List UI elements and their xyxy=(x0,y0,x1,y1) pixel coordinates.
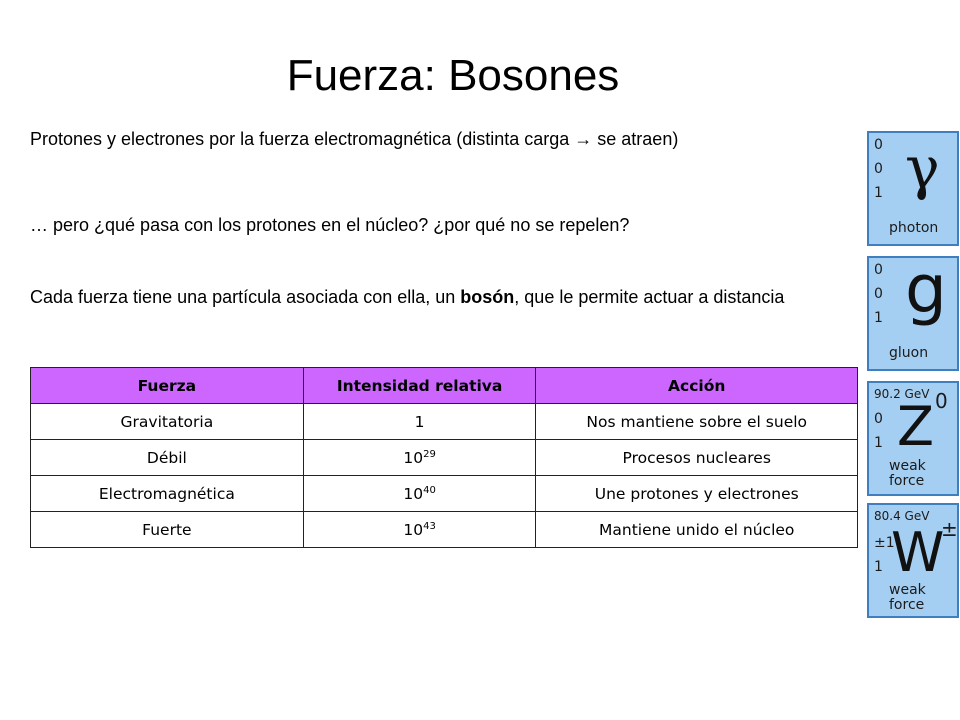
z-mass: 90.2 GeV xyxy=(874,387,930,401)
cell-intensity xyxy=(303,404,536,440)
gluon-spin: 1 xyxy=(874,310,883,326)
z-spin: 1 xyxy=(874,435,883,451)
gluon-card xyxy=(867,251,959,371)
cell-intensity xyxy=(303,476,536,512)
p3-text-start: Cada fuerza tiene una partícula asociada con ella, un xyxy=(30,287,461,307)
intensity-base: 1 xyxy=(414,412,425,431)
table-row xyxy=(31,404,858,440)
w-spin: 1 xyxy=(874,559,883,575)
w-symbol: W xyxy=(891,521,945,584)
w-boson-card xyxy=(867,503,959,618)
intensity-base: 10 xyxy=(403,484,424,503)
cell-action: Procesos nucleares xyxy=(536,440,858,476)
intensity-exponent: 43 xyxy=(423,520,436,532)
w-name-line2: force xyxy=(889,597,925,613)
table-row xyxy=(31,476,858,512)
photon-symbol: γ xyxy=(905,134,940,202)
header-accion: Acción xyxy=(536,368,858,404)
photon-charge: 0 xyxy=(874,161,883,177)
intensity-base: 10 xyxy=(403,520,424,539)
w-charge: ±1 xyxy=(874,535,895,551)
gluon-name: gluon xyxy=(889,345,929,361)
w-superscript: ± xyxy=(941,517,958,541)
p3-bold-boson: bosón xyxy=(460,287,515,307)
photon-name: photon xyxy=(889,220,939,236)
intensity-exponent: 29 xyxy=(423,448,436,460)
cell-action: Mantiene unido el núcleo xyxy=(536,512,858,548)
w-mass: 80.4 GeV xyxy=(874,509,930,523)
table-row xyxy=(31,512,858,548)
header-fuerza: Fuerza xyxy=(31,368,304,404)
table-row xyxy=(31,440,858,476)
photon-spin: 1 xyxy=(874,185,883,201)
cell-intensity xyxy=(303,512,536,548)
photon-mass: 0 xyxy=(874,137,883,153)
paragraph-electromagnetic: Protones y electrones por la fuerza electromagnética (distinta carga → se atraen) xyxy=(30,129,679,149)
z-charge: 0 xyxy=(874,411,883,427)
gluon-symbol: g xyxy=(905,251,947,328)
cell-force: Fuerte xyxy=(31,512,304,548)
p3-text-end: , que le permite actuar a distancia xyxy=(514,287,785,307)
z-name-line2: force xyxy=(889,473,925,489)
z-symbol: Z xyxy=(897,395,934,458)
w-name-line1: weak xyxy=(889,582,926,598)
cell-force: Gravitatoria xyxy=(31,404,304,440)
cell-force: Débil xyxy=(31,440,304,476)
gluon-charge: 0 xyxy=(874,286,883,302)
paragraph-boson-definition xyxy=(30,285,845,309)
table-header-row xyxy=(31,368,858,404)
intensity-exponent: 40 xyxy=(423,484,436,496)
cell-force: Electromagnética xyxy=(31,476,304,512)
photon-card xyxy=(867,131,959,246)
header-intensidad: Intensidad relativa xyxy=(303,368,536,404)
z-boson-card xyxy=(867,381,959,496)
z-superscript: 0 xyxy=(935,389,948,413)
intensity-base: 10 xyxy=(403,448,424,467)
forces-table xyxy=(30,367,858,548)
z-name-line1: weak xyxy=(889,458,926,474)
cell-intensity xyxy=(303,440,536,476)
paragraph-nucleus-question: … pero ¿qué pasa con los protones en el núcleo? ¿por qué no se repelen? xyxy=(30,215,630,235)
gluon-mass: 0 xyxy=(874,262,883,278)
cell-action: Une protones y electrones xyxy=(536,476,858,512)
cell-action: Nos mantiene sobre el suelo xyxy=(536,404,858,440)
slide-title: Fuerza: Bosones xyxy=(286,51,620,100)
